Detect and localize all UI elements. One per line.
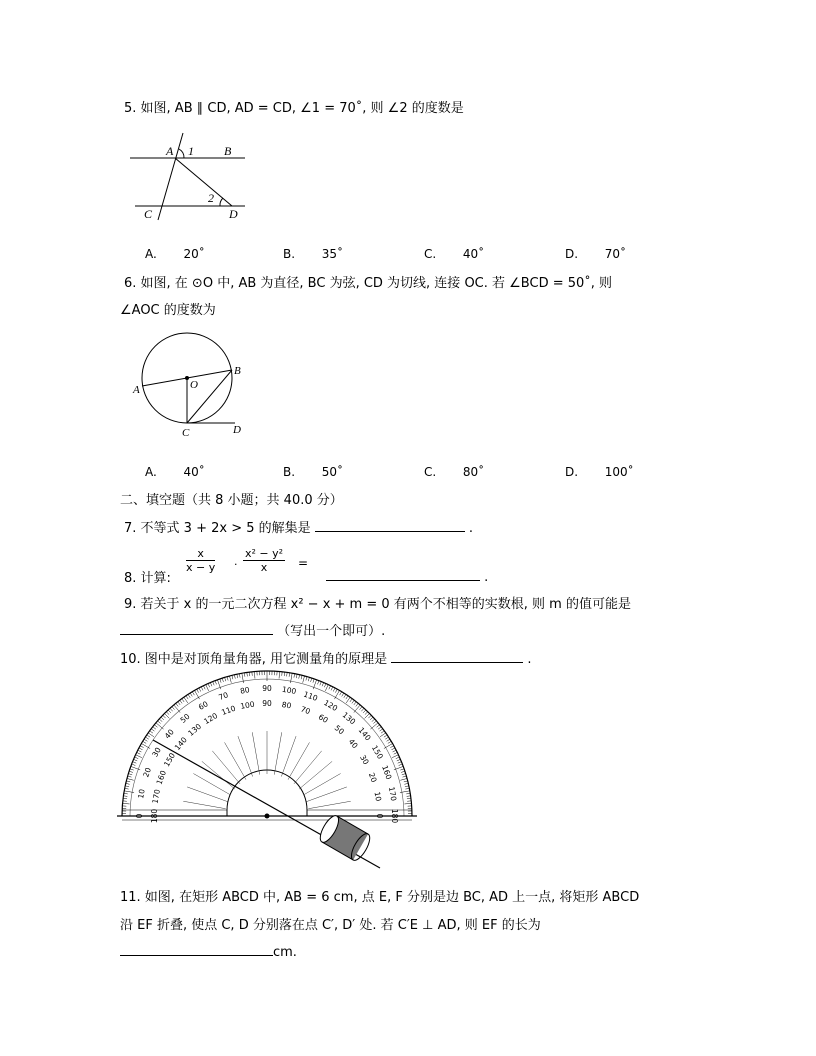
q8-equals: = bbox=[298, 556, 309, 570]
protractor-tick bbox=[378, 727, 381, 729]
protractor-tick bbox=[365, 712, 368, 715]
protractor-tick bbox=[124, 793, 128, 794]
protractor-outer-label: 70 bbox=[217, 690, 230, 703]
protractor-outer-label: 130 bbox=[340, 710, 358, 727]
protractor-tick bbox=[132, 764, 136, 765]
protractor-ray bbox=[281, 736, 296, 776]
protractor-tick bbox=[210, 683, 212, 687]
protractor-outer-label: 50 bbox=[178, 711, 192, 725]
protractor-tick bbox=[373, 721, 376, 724]
protractor-tick bbox=[303, 676, 305, 683]
protractor-tick bbox=[372, 719, 375, 722]
q9-answer: （写出一个即可）. bbox=[120, 620, 385, 639]
q6-label-B: B bbox=[234, 365, 241, 377]
protractor-tick bbox=[138, 750, 142, 752]
q6-label-A: A bbox=[133, 384, 140, 396]
protractor-tick bbox=[182, 699, 184, 702]
protractor-tick bbox=[403, 776, 407, 777]
protractor-ray bbox=[212, 751, 240, 784]
protractor-outer-label: 40 bbox=[162, 727, 176, 741]
protractor-tick bbox=[308, 677, 309, 681]
q10: 10. 图中是对顶角量角器, 用它测量角的原理是 . bbox=[120, 648, 532, 667]
protractor-tick bbox=[356, 703, 359, 706]
protractor-tick bbox=[368, 715, 371, 718]
q5-label-1: 1 bbox=[188, 144, 194, 158]
protractor-tick bbox=[188, 694, 190, 697]
protractor-tick bbox=[342, 693, 344, 696]
protractor-tick bbox=[294, 674, 295, 678]
protractor-tick bbox=[406, 793, 410, 794]
section-heading: 二、填空题（共 8 小题；共 40.0 分） bbox=[120, 493, 343, 508]
protractor-tick bbox=[350, 699, 352, 702]
protractor-ray bbox=[294, 751, 322, 784]
protractor-tick bbox=[331, 687, 333, 691]
protractor-ray bbox=[274, 732, 281, 774]
protractor-tick bbox=[215, 681, 216, 685]
protractor-tick bbox=[163, 715, 166, 718]
protractor-tick bbox=[126, 781, 130, 782]
protractor-inner-label: 80 bbox=[281, 699, 293, 711]
protractor-outer-label: 110 bbox=[302, 689, 319, 703]
q6-option-b[interactable]: B. 50˚ bbox=[283, 465, 344, 479]
protractor-tick bbox=[178, 702, 180, 705]
protractor-tick bbox=[144, 739, 147, 741]
protractor-tick bbox=[391, 748, 395, 750]
protractor-tick bbox=[390, 746, 393, 748]
protractor-tick bbox=[141, 744, 150, 749]
protractor-tick bbox=[150, 731, 153, 733]
protractor-tick bbox=[400, 769, 404, 770]
protractor-tick bbox=[123, 796, 127, 797]
q6-text: 6. 如图, 在 ⊙O 中, AB 为直径, BC 为弦, CD 为切线, 连接 OC. 若 ∠BCD = 50˚, 则 bbox=[124, 276, 613, 291]
protractor-tick bbox=[405, 788, 409, 789]
protractor-tick bbox=[361, 708, 364, 711]
protractor-tick bbox=[227, 677, 228, 681]
protractor-tick bbox=[380, 729, 383, 731]
protractor-tick bbox=[388, 741, 391, 743]
protractor-ray bbox=[288, 742, 310, 779]
protractor-tick bbox=[123, 803, 130, 804]
protractor-tick bbox=[129, 771, 133, 772]
protractor-inner-label: 0 bbox=[375, 813, 384, 819]
protractor-tick bbox=[153, 727, 156, 729]
q6-label-O: O bbox=[190, 379, 198, 391]
protractor-tick bbox=[363, 710, 366, 713]
protractor-tick bbox=[400, 778, 407, 780]
protractor-outer-label: 150 bbox=[369, 743, 385, 761]
protractor-tick bbox=[133, 762, 137, 763]
protractor-tick bbox=[239, 674, 240, 678]
protractor-tick bbox=[247, 672, 248, 676]
q8-answer: . bbox=[326, 566, 488, 585]
protractor-tick bbox=[213, 682, 214, 686]
protractor-tick bbox=[222, 678, 223, 682]
protractor-outer-label: 90 bbox=[262, 684, 272, 693]
protractor-tick bbox=[352, 700, 354, 703]
protractor-tick bbox=[384, 735, 387, 737]
q6-option-c[interactable]: C. 80˚ bbox=[424, 465, 485, 479]
protractor-inner-label: 110 bbox=[220, 703, 237, 717]
q11-line-2: 沿 EF 折叠, 使点 C, D 分别落在点 C′, D′ 处. 若 C′E ⊥ AD, 则 EF 的长为 bbox=[120, 918, 541, 933]
protractor-outer-label: 10 bbox=[136, 788, 147, 800]
protractor-tick bbox=[354, 702, 356, 705]
protractor-outer-label: 160 bbox=[380, 764, 394, 781]
protractor-inner-label: 10 bbox=[372, 790, 384, 802]
protractor-tick bbox=[392, 755, 398, 758]
protractor-outer-label: 170 bbox=[386, 786, 399, 802]
q9-text: 9. 若关于 x 的一元二次方程 x² − x + m = 0 有两个不相等的实数根, 则 m 的值可能是 bbox=[124, 597, 631, 612]
protractor-tick bbox=[130, 769, 134, 770]
protractor-inner-label: 20 bbox=[366, 771, 379, 784]
protractor-inner-label: 60 bbox=[316, 712, 330, 725]
protractor-tick bbox=[401, 771, 405, 772]
protractor-tick bbox=[254, 672, 255, 679]
protractor-outer-label: 120 bbox=[322, 698, 340, 714]
protractor-outer-label: 180 bbox=[390, 808, 399, 824]
protractor-tick bbox=[126, 783, 130, 784]
protractor-tick bbox=[329, 686, 331, 690]
protractor-tick bbox=[197, 689, 199, 692]
protractor-ray bbox=[238, 736, 253, 776]
q5-option-c[interactable]: C. 40˚ bbox=[424, 247, 485, 261]
q6-text-2: ∠AOC 的度数为 bbox=[120, 303, 216, 318]
q5-option-d[interactable]: D. 70˚ bbox=[565, 247, 627, 261]
protractor-tick bbox=[296, 674, 297, 678]
protractor-tick bbox=[156, 723, 164, 729]
q8-fraction-2: $\frac{\text{x² − y²}}{x}$ bbox=[245, 547, 284, 574]
protractor-tick bbox=[387, 739, 390, 741]
q5-label-B: B bbox=[224, 144, 232, 158]
q7: 7. 不等式 3 + 2x > 5 的解集是 . bbox=[124, 517, 473, 536]
protractor-tick bbox=[201, 687, 203, 691]
protractor-tick bbox=[289, 673, 290, 677]
protractor-outer-label: 20 bbox=[141, 766, 154, 779]
protractor-tick bbox=[397, 759, 401, 761]
q8-dot: · bbox=[234, 558, 238, 571]
protractor-tick bbox=[139, 748, 143, 750]
q5-label-A: A bbox=[166, 144, 174, 158]
protractor-tick bbox=[394, 752, 398, 754]
q6-option-a[interactable]: A. 40˚ bbox=[145, 465, 205, 479]
protractor-tick bbox=[234, 675, 235, 679]
protractor-tick bbox=[161, 717, 164, 720]
protractor-ray bbox=[306, 787, 346, 802]
q5-text: 5. 如图, AB ∥ CD, AD = CD, ∠1 = 70˚, 则 ∠2 的度数是 bbox=[124, 101, 464, 116]
protractor-tick bbox=[377, 725, 380, 728]
protractor-inner-label: 100 bbox=[239, 699, 256, 711]
protractor-inner-label: 50 bbox=[332, 723, 346, 737]
protractor-tick bbox=[174, 705, 180, 713]
protractor-tick bbox=[299, 675, 300, 679]
protractor-ray bbox=[187, 787, 227, 802]
protractor-tick bbox=[125, 786, 129, 787]
protractor-tick bbox=[176, 703, 179, 706]
protractor-tick bbox=[136, 755, 142, 758]
protractor-outer-label: 100 bbox=[281, 684, 297, 697]
protractor-tick bbox=[229, 676, 231, 683]
protractor-figure bbox=[115, 670, 420, 875]
protractor-tick bbox=[192, 692, 194, 695]
protractor-tick bbox=[137, 752, 141, 754]
protractor-tick bbox=[135, 757, 139, 759]
protractor-tick bbox=[180, 700, 182, 703]
protractor-tick bbox=[220, 679, 221, 683]
protractor-tick bbox=[311, 678, 312, 682]
protractor-inner-label: 90 bbox=[262, 699, 272, 708]
q11-line-1: 11. 如图, 在矩形 ABCD 中, AB = 6 cm, 点 E, F 分别是边 BC, AD 上一点, 将矩形 ABCD bbox=[120, 890, 640, 905]
protractor-tick bbox=[404, 803, 411, 804]
protractor-tick bbox=[393, 750, 397, 752]
protractor-tick bbox=[279, 672, 280, 679]
protractor-tick bbox=[335, 690, 340, 699]
q5-label-2: 2 bbox=[208, 191, 214, 205]
protractor-tick bbox=[360, 707, 363, 710]
protractor-tick bbox=[190, 693, 192, 696]
protractor-tick bbox=[396, 757, 400, 759]
q6-figure bbox=[128, 330, 253, 440]
protractor-tick bbox=[159, 719, 162, 722]
protractor-tick bbox=[405, 786, 409, 787]
protractor-tick bbox=[151, 729, 154, 731]
protractor-tick bbox=[313, 679, 314, 683]
protractor-tick bbox=[399, 764, 403, 765]
protractor-tick bbox=[346, 696, 348, 699]
protractor-tick bbox=[301, 675, 302, 679]
protractor-ray bbox=[193, 774, 230, 796]
protractor-tick bbox=[318, 681, 319, 685]
protractor-outer-label: 140 bbox=[356, 725, 373, 743]
protractor-tick bbox=[170, 708, 173, 711]
protractor-tick bbox=[225, 677, 226, 681]
q10-answer-blank[interactable] bbox=[391, 648, 523, 663]
protractor-tick bbox=[154, 725, 157, 728]
protractor-tick bbox=[324, 684, 326, 688]
protractor-inner-label: 150 bbox=[162, 751, 178, 769]
protractor-tick bbox=[384, 744, 393, 749]
protractor-tick bbox=[344, 694, 346, 697]
protractor-tick bbox=[237, 674, 238, 678]
q5-option-a[interactable]: A. 20˚ bbox=[145, 247, 205, 261]
protractor-tick bbox=[404, 781, 408, 782]
protractor-inner-label: 170 bbox=[150, 788, 162, 805]
protractor-tick bbox=[134, 759, 138, 761]
q8-answer-blank[interactable] bbox=[326, 566, 480, 581]
protractor-inner-label: 30 bbox=[358, 753, 371, 767]
q5-label-C: C bbox=[144, 207, 153, 221]
protractor-inner-label: 70 bbox=[299, 704, 312, 717]
protractor-tick bbox=[125, 788, 129, 789]
protractor-tick bbox=[407, 796, 411, 797]
protractor-ray bbox=[299, 761, 332, 789]
protractor-tick bbox=[333, 688, 335, 692]
protractor-outer-label: 30 bbox=[150, 745, 163, 759]
protractor-inner-label: 120 bbox=[202, 711, 220, 727]
protractor-ray bbox=[225, 742, 247, 779]
protractor-tick bbox=[140, 746, 143, 748]
protractor-tick bbox=[354, 705, 360, 713]
protractor-inner-label: 160 bbox=[154, 769, 168, 786]
protractor-tick bbox=[402, 774, 406, 775]
q8-fraction-1: $\frac{x}{x - y}$ bbox=[186, 547, 216, 574]
protractor-outer-label: 80 bbox=[239, 685, 251, 696]
protractor-tick bbox=[325, 685, 328, 691]
protractor-tick bbox=[287, 672, 288, 676]
protractor-ray bbox=[202, 761, 235, 789]
protractor-tick bbox=[232, 675, 233, 679]
protractor-tick bbox=[208, 684, 210, 688]
protractor-tick bbox=[385, 737, 388, 739]
protractor-inner-label: 180 bbox=[150, 808, 159, 824]
protractor-tick bbox=[381, 731, 384, 733]
protractor-tick bbox=[203, 686, 205, 690]
protractor-tick bbox=[128, 774, 132, 775]
protractor-tick bbox=[199, 688, 201, 692]
q6-label-D: D bbox=[233, 424, 241, 436]
q6-label-C: C bbox=[182, 427, 190, 439]
q5-label-D: D bbox=[229, 207, 238, 221]
q6-option-d[interactable]: D. 100˚ bbox=[565, 465, 634, 479]
protractor-tick bbox=[322, 683, 324, 687]
protractor-ray bbox=[303, 774, 340, 796]
protractor-ray bbox=[183, 801, 225, 808]
protractor-tick bbox=[320, 682, 321, 686]
protractor-tick bbox=[195, 690, 200, 699]
q11-answer: cm. bbox=[120, 941, 297, 960]
protractor-inner-label: 140 bbox=[172, 735, 189, 753]
protractor-tick bbox=[244, 673, 245, 677]
protractor-tick bbox=[206, 685, 209, 691]
protractor-tick bbox=[147, 735, 150, 737]
protractor-tick bbox=[404, 783, 408, 784]
protractor-tick bbox=[145, 737, 148, 739]
protractor-outer-label: 60 bbox=[196, 699, 210, 712]
protractor-inner-label: 40 bbox=[346, 737, 360, 751]
q5-figure bbox=[120, 128, 260, 228]
protractor-tick bbox=[340, 692, 342, 695]
protractor-tick bbox=[370, 723, 378, 729]
protractor-tick bbox=[186, 696, 188, 699]
q8-prefix: 8. 计算: bbox=[124, 571, 171, 586]
protractor-tick bbox=[335, 689, 337, 692]
protractor-outer-label: 0 bbox=[135, 813, 144, 819]
q11-answer-blank[interactable] bbox=[120, 941, 273, 956]
protractor-tick bbox=[127, 778, 134, 780]
q5-option-b[interactable]: B. 35˚ bbox=[283, 247, 344, 261]
protractor-ray bbox=[308, 801, 350, 808]
protractor-tick bbox=[166, 712, 169, 715]
protractor-tick bbox=[158, 721, 161, 724]
protractor-tick bbox=[128, 776, 132, 777]
protractor-ray bbox=[252, 732, 259, 774]
protractor-inner-label: 130 bbox=[186, 721, 204, 738]
protractor-tick bbox=[168, 710, 171, 713]
protractor-tick bbox=[306, 677, 307, 681]
protractor-tick bbox=[370, 717, 373, 720]
q7-answer-blank[interactable] bbox=[315, 517, 465, 532]
protractor-tick bbox=[398, 762, 402, 763]
q9-answer-blank[interactable] bbox=[120, 620, 273, 635]
protractor-tick bbox=[172, 707, 175, 710]
protractor-tick bbox=[143, 741, 146, 743]
